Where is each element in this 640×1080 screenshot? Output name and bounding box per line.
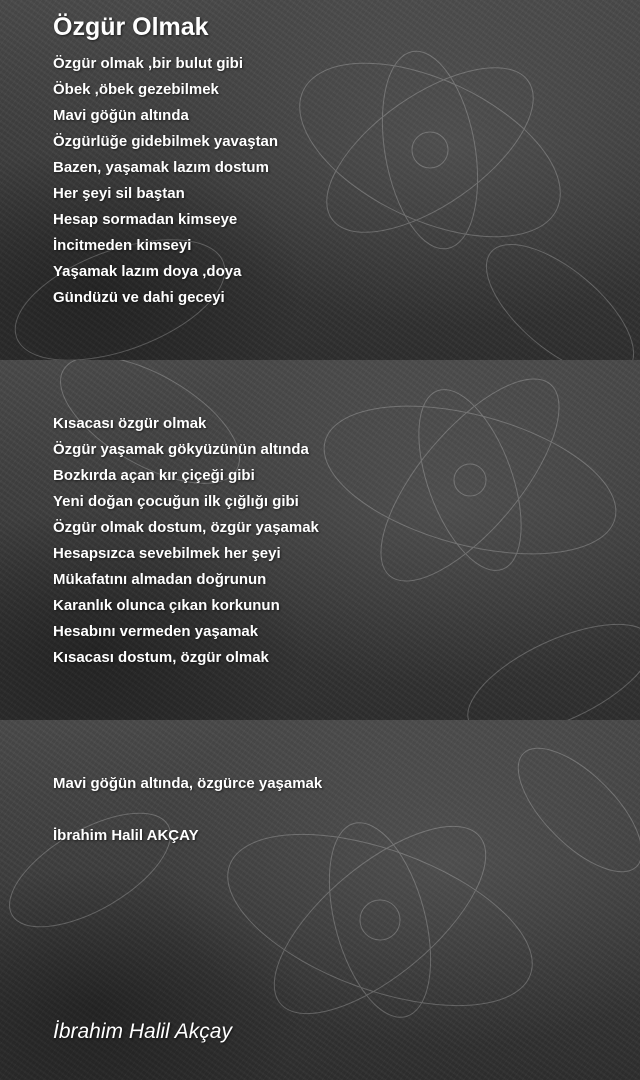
stanza-3 [53, 771, 322, 797]
stanza-1 [53, 51, 278, 311]
author-name: İbrahim Halil AKÇAY [53, 827, 199, 844]
poem-line: Mükafatını almadan doğrunun [53, 571, 267, 588]
poem-line: Her şeyi sil baştan [53, 185, 185, 202]
poem-line: Öbek ,öbek gezebilmek [53, 81, 219, 98]
poem-line: Kısacası dostum, özgür olmak [53, 649, 269, 666]
poem-line: Mavi göğün altında [53, 107, 189, 124]
poem-panel-3 [0, 720, 640, 1080]
poem-line: Hesap sormadan kimseye [53, 211, 238, 228]
poem-panel-1 [0, 0, 640, 360]
poem-line: Yaşamak lazım doya ,doya [53, 263, 242, 280]
poem-line: Hesapsızca sevebilmek her şeyi [53, 545, 281, 562]
poem-line: Kısacası özgür olmak [53, 415, 207, 432]
poem-line: Özgür olmak dostum, özgür yaşamak [53, 519, 319, 536]
stanza-2 [53, 411, 319, 671]
poem-line: İncitmeden kimseyi [53, 237, 192, 254]
poem-line: Özgür olmak ,bir bulut gibi [53, 55, 243, 72]
poem-line: Gündüzü ve dahi geceyi [53, 289, 225, 306]
poem-line: Yeni doğan çocuğun ilk çığlığı gibi [53, 493, 299, 510]
author-signature: İbrahim Halil Akçay [53, 1020, 232, 1043]
poem-line: Özgürlüğe gidebilmek yavaştan [53, 133, 279, 150]
poem-line: Özgür yaşamak gökyüzünün altında [53, 441, 309, 458]
poem-line: Karanlık olunca çıkan korkunun [53, 597, 280, 614]
poem-line: Bazen, yaşamak lazım dostum [53, 159, 269, 176]
poem-line: Mavi göğün altında, özgürce yaşamak [53, 775, 323, 792]
poem-title: Özgür Olmak [53, 13, 209, 41]
poem-panel-2 [0, 360, 640, 720]
poem-line: Hesabını vermeden yaşamak [53, 623, 259, 640]
poem-line: Bozkırda açan kır çiçeği gibi [53, 467, 255, 484]
